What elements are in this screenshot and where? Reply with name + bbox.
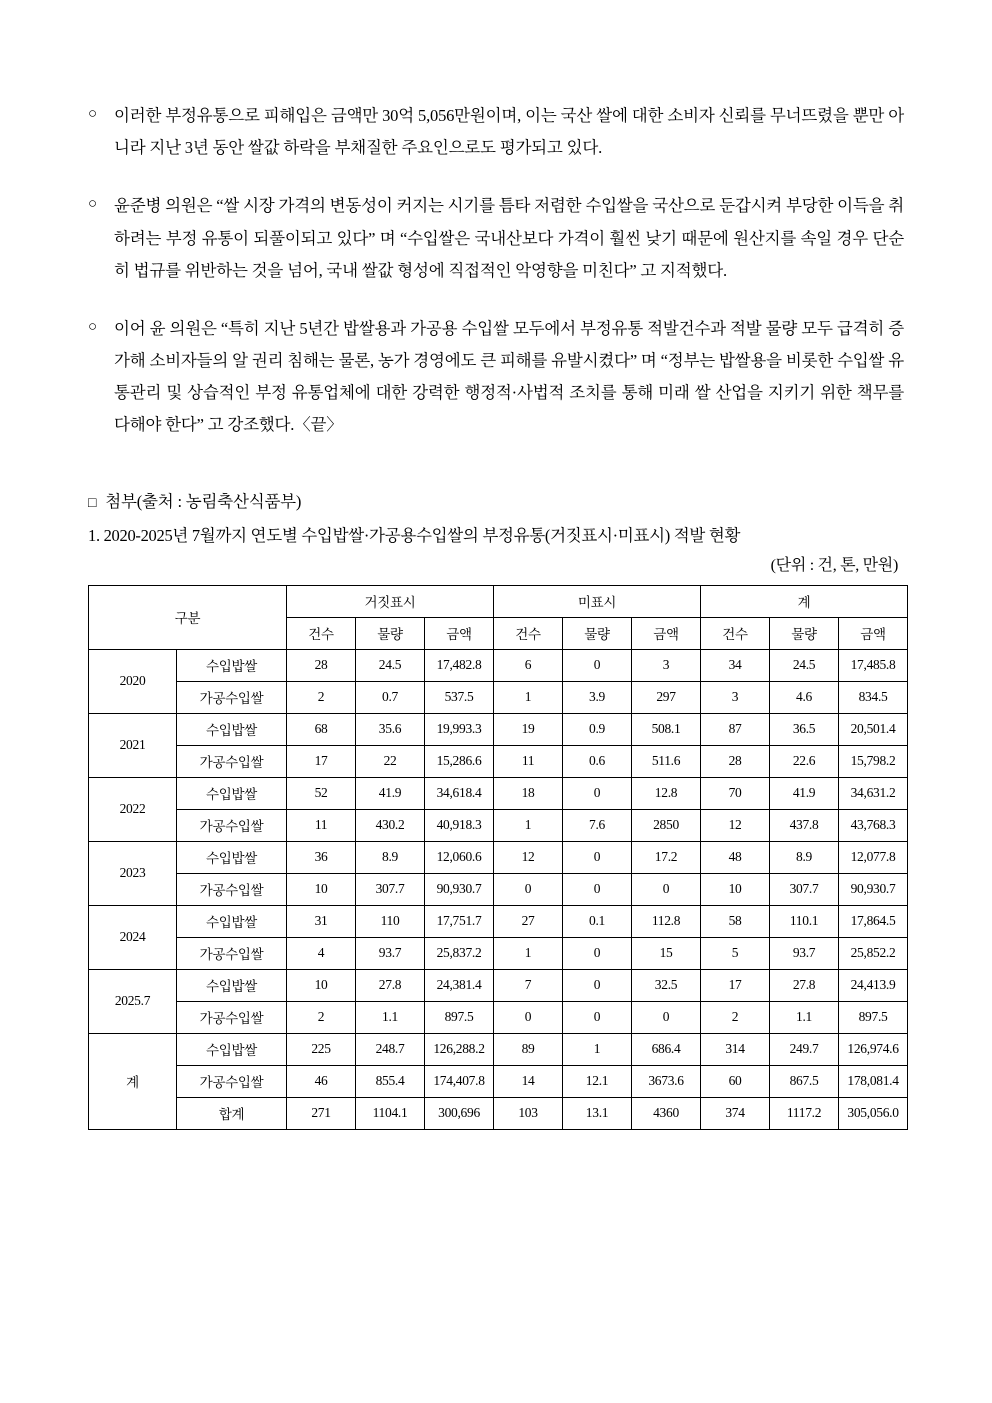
- table-cell: 48: [701, 841, 770, 873]
- table-cell: 93.7: [356, 937, 425, 969]
- table-cell: 5: [701, 937, 770, 969]
- table-cell: 10: [287, 969, 356, 1001]
- table-cell: 0.7: [356, 681, 425, 713]
- header-sub-volume: 물량: [356, 617, 425, 649]
- row-type-label: 수입밥쌀: [177, 649, 287, 681]
- row-year-label: 2023: [89, 841, 177, 905]
- header-group-total: 계: [701, 585, 908, 617]
- table-cell: 126,974.6: [839, 1033, 908, 1065]
- table-cell: 12,060.6: [425, 841, 494, 873]
- table-cell: 2: [701, 1001, 770, 1033]
- row-type-label: 가공수입쌀: [177, 937, 287, 969]
- table-cell: 126,288.2: [425, 1033, 494, 1065]
- paragraph-text: 이어 윤 의원은 “특히 지난 5년간 밥쌀용과 가공용 수입쌀 모두에서 부정유통 적발건수과 적발 물량 모두 급격히 증가해 소비자들의 알 권리 침해는 물론, 농가 경영에도 큰 피해를 유발시켰다” 며 “정부는 밥쌀용을 비롯한 수입쌀 유통관리 및 상습적인 부정 유통업체에 대한 강력한 행정적·사법적 조치를 통해 미래 쌀 산업을 지키기 위한 책무를 다해야 한다” 고 강조했다.〈끝〉: [114, 318, 904, 435]
- table-cell: 855.4: [356, 1065, 425, 1097]
- table-cell: 25,837.2: [425, 937, 494, 969]
- row-type-label: 가공수입쌀: [177, 809, 287, 841]
- table-cell: 314: [701, 1033, 770, 1065]
- header-sub-volume: 물량: [563, 617, 632, 649]
- table-cell: 41.9: [770, 777, 839, 809]
- table-row: [89, 777, 908, 809]
- table-cell: 43,768.3: [839, 809, 908, 841]
- row-year-label: 2021: [89, 713, 177, 777]
- table-cell: 1117.2: [770, 1097, 839, 1129]
- table-cell: 20,501.4: [839, 713, 908, 745]
- row-year-label: 2024: [89, 905, 177, 969]
- table-cell: 0: [632, 1001, 701, 1033]
- table-cell: 307.7: [356, 873, 425, 905]
- table-cell: 18: [494, 777, 563, 809]
- table-cell: 14: [494, 1065, 563, 1097]
- detection-status-table: [88, 585, 908, 1130]
- table-cell: 0: [563, 649, 632, 681]
- table-cell: 897.5: [839, 1001, 908, 1033]
- row-type-label: 수입밥쌀: [177, 969, 287, 1001]
- table-cell: 15: [632, 937, 701, 969]
- table-cell: 0: [494, 1001, 563, 1033]
- row-type-label: 합계: [177, 1097, 287, 1129]
- table-row: [89, 809, 908, 841]
- table-row: [89, 745, 908, 777]
- table-cell: 897.5: [425, 1001, 494, 1033]
- header-sub-amount: 금액: [632, 617, 701, 649]
- table-cell: 307.7: [770, 873, 839, 905]
- table-cell: 2: [287, 681, 356, 713]
- table-cell: 15,286.6: [425, 745, 494, 777]
- table-cell: 17,482.8: [425, 649, 494, 681]
- table-cell: 0: [563, 937, 632, 969]
- table-cell: 27: [494, 905, 563, 937]
- table-cell: 867.5: [770, 1065, 839, 1097]
- table-cell: 12: [701, 809, 770, 841]
- table-cell: 110: [356, 905, 425, 937]
- row-type-label: 수입밥쌀: [177, 1033, 287, 1065]
- table-cell: 25,852.2: [839, 937, 908, 969]
- table-cell: 17: [287, 745, 356, 777]
- table-cell: 52: [287, 777, 356, 809]
- header-sub-amount: 금액: [425, 617, 494, 649]
- table-cell: 112.8: [632, 905, 701, 937]
- table-cell: 3.9: [563, 681, 632, 713]
- bullet-marker: ○: [88, 318, 97, 335]
- table-cell: 27.8: [356, 969, 425, 1001]
- table-header-row-groups: [89, 585, 908, 617]
- table-cell: 11: [494, 745, 563, 777]
- table-cell: 103: [494, 1097, 563, 1129]
- row-year-label: 2020: [89, 649, 177, 713]
- table-row: [89, 937, 908, 969]
- table-cell: 2850: [632, 809, 701, 841]
- bullet-marker: ○: [88, 106, 97, 122]
- table-cell: 297: [632, 681, 701, 713]
- table-cell: 12.8: [632, 777, 701, 809]
- table-cell: 17.2: [632, 841, 701, 873]
- table-cell: 4.6: [770, 681, 839, 713]
- header-sub-amount: 금액: [839, 617, 908, 649]
- table-cell: 36.5: [770, 713, 839, 745]
- table-unit-note: (단위 : 건, 톤, 만원): [770, 556, 898, 574]
- attachment-list-item: 1. 2020-2025년 7월까지 연도별 수입밥쌀·가공용수입쌀의 부정유통(거짓표시·미표시) 적발 현황: [88, 525, 741, 545]
- table-cell: 0: [563, 777, 632, 809]
- table-cell: 40,918.3: [425, 809, 494, 841]
- table-cell: 10: [701, 873, 770, 905]
- table-cell: 248.7: [356, 1033, 425, 1065]
- table-cell: 8.9: [770, 841, 839, 873]
- table-cell: 10: [287, 873, 356, 905]
- table-cell: 17,864.5: [839, 905, 908, 937]
- table-cell: 3673.6: [632, 1065, 701, 1097]
- table-cell: 7.6: [563, 809, 632, 841]
- table-cell: 34: [701, 649, 770, 681]
- table-row: [89, 873, 908, 905]
- table-cell: 537.5: [425, 681, 494, 713]
- table-cell: 0: [563, 841, 632, 873]
- table-cell: 13.1: [563, 1097, 632, 1129]
- table-cell: 11: [287, 809, 356, 841]
- table-cell: 24.5: [770, 649, 839, 681]
- table-cell: 1: [494, 681, 563, 713]
- table-cell: 68: [287, 713, 356, 745]
- table-row: [89, 649, 908, 681]
- table-cell: 0: [563, 1001, 632, 1033]
- row-type-label: 수입밥쌀: [177, 713, 287, 745]
- table-cell: 89: [494, 1033, 563, 1065]
- table-cell: 6: [494, 649, 563, 681]
- table-cell: 686.4: [632, 1033, 701, 1065]
- table-cell: 0.1: [563, 905, 632, 937]
- table-cell: 110.1: [770, 905, 839, 937]
- table-cell: 1: [563, 1033, 632, 1065]
- table-cell: 174,407.8: [425, 1065, 494, 1097]
- table-cell: 1: [494, 937, 563, 969]
- row-year-label: 2025.7: [89, 969, 177, 1033]
- table-row: [89, 713, 908, 745]
- table-cell: 0.9: [563, 713, 632, 745]
- table-cell: 17,751.7: [425, 905, 494, 937]
- row-type-label: 가공수입쌀: [177, 1001, 287, 1033]
- table-cell: 24.5: [356, 649, 425, 681]
- table-cell: 27.8: [770, 969, 839, 1001]
- table-row: [89, 969, 908, 1001]
- table-cell: 22.6: [770, 745, 839, 777]
- header-sub-count: 건수: [494, 617, 563, 649]
- table-cell: 0: [563, 873, 632, 905]
- table-cell: 87: [701, 713, 770, 745]
- table-cell: 2: [287, 1001, 356, 1033]
- attachment-title: 첨부(출처 : 농림축산식품부): [105, 491, 302, 511]
- table-cell: 24,413.9: [839, 969, 908, 1001]
- table-cell: 12,077.8: [839, 841, 908, 873]
- table-cell: 12: [494, 841, 563, 873]
- table-cell: 1.1: [770, 1001, 839, 1033]
- table-cell: 437.8: [770, 809, 839, 841]
- table-cell: 41.9: [356, 777, 425, 809]
- header-group-no-label: 미표시: [494, 585, 701, 617]
- row-type-label: 가공수입쌀: [177, 745, 287, 777]
- table-cell: 834.5: [839, 681, 908, 713]
- table-cell: 15,798.2: [839, 745, 908, 777]
- row-type-label: 가공수입쌀: [177, 873, 287, 905]
- table-row: [89, 841, 908, 873]
- table-cell: 32.5: [632, 969, 701, 1001]
- table-cell: 34,631.2: [839, 777, 908, 809]
- table-cell: 35.6: [356, 713, 425, 745]
- table-cell: 3: [632, 649, 701, 681]
- table-cell: 1.1: [356, 1001, 425, 1033]
- table-row: [89, 1065, 908, 1097]
- table-cell: 249.7: [770, 1033, 839, 1065]
- table-cell: 3: [701, 681, 770, 713]
- table-cell: 300,696: [425, 1097, 494, 1129]
- row-type-label: 가공수입쌀: [177, 1065, 287, 1097]
- paragraph-1: [88, 100, 904, 164]
- row-year-label: 계: [89, 1033, 177, 1129]
- table-cell: 19,993.3: [425, 713, 494, 745]
- table-cell: 19: [494, 713, 563, 745]
- table-row: [89, 905, 908, 937]
- header-sub-volume: 물량: [770, 617, 839, 649]
- header-sub-count: 건수: [287, 617, 356, 649]
- table-row: [89, 1033, 908, 1065]
- attachment-heading: [88, 488, 904, 512]
- table-cell: 12.1: [563, 1065, 632, 1097]
- table-cell: 22: [356, 745, 425, 777]
- square-marker: □: [88, 495, 97, 511]
- table-cell: 178,081.4: [839, 1065, 908, 1097]
- table-cell: 0: [494, 873, 563, 905]
- table-cell: 17,485.8: [839, 649, 908, 681]
- paragraph-text: 이러한 부정유통으로 피해입은 금액만 30억 5,056만원이며, 이는 국산 쌀에 대한 소비자 신뢰를 무너뜨렸을 뿐만 아니라 지난 3년 동안 쌀값 하락을 부채질한 주요인으로도 평가되고 있다.: [114, 106, 904, 158]
- table-row: [89, 1001, 908, 1033]
- paragraph-2: [88, 190, 904, 287]
- table-cell: 1104.1: [356, 1097, 425, 1129]
- row-type-label: 가공수입쌀: [177, 681, 287, 713]
- table-cell: 31: [287, 905, 356, 937]
- table-cell: 90,930.7: [425, 873, 494, 905]
- bullet-marker: ○: [88, 196, 97, 213]
- table-cell: 508.1: [632, 713, 701, 745]
- table-cell: 0.6: [563, 745, 632, 777]
- table-cell: 1: [494, 809, 563, 841]
- table-cell: 0: [632, 873, 701, 905]
- table-cell: 90,930.7: [839, 873, 908, 905]
- header-group-false-label: 거짓표시: [287, 585, 494, 617]
- table-cell: 24,381.4: [425, 969, 494, 1001]
- table-cell: 93.7: [770, 937, 839, 969]
- table-cell: 305,056.0: [839, 1097, 908, 1129]
- table-cell: 374: [701, 1097, 770, 1129]
- table-cell: 28: [701, 745, 770, 777]
- table-cell: 28: [287, 649, 356, 681]
- row-type-label: 수입밥쌀: [177, 841, 287, 873]
- table-cell: 271: [287, 1097, 356, 1129]
- table-cell: 225: [287, 1033, 356, 1065]
- row-type-label: 수입밥쌀: [177, 905, 287, 937]
- row-type-label: 수입밥쌀: [177, 777, 287, 809]
- table-cell: 7: [494, 969, 563, 1001]
- paragraph-text: 윤준병 의원은 “쌀 시장 가격의 변동성이 커지는 시기를 틈타 저렴한 수입쌀을 국산으로 둔갑시켜 부당한 이득을 취하려는 부정 유통이 되풀이되고 있다” 며 “수입쌀은 국내산보다 가격이 훨씬 낮기 때문에 원산지를 속일 경우 단순히 법규를 위반하는 것을 넘어, 국내 쌀값 형성에 직접적인 악영향을 미친다” 고 지적했다.: [114, 196, 904, 280]
- table-cell: 46: [287, 1065, 356, 1097]
- header-sub-count: 건수: [701, 617, 770, 649]
- table-cell: 511.6: [632, 745, 701, 777]
- header-category: 구분: [89, 585, 287, 649]
- table-cell: 34,618.4: [425, 777, 494, 809]
- table-cell: 17: [701, 969, 770, 1001]
- table-cell: 36: [287, 841, 356, 873]
- table-cell: 4360: [632, 1097, 701, 1129]
- table-body: [89, 649, 908, 1129]
- table-row: [89, 1097, 908, 1129]
- table-cell: 70: [701, 777, 770, 809]
- table-cell: 8.9: [356, 841, 425, 873]
- table-cell: 4: [287, 937, 356, 969]
- table-cell: 0: [563, 969, 632, 1001]
- row-year-label: 2022: [89, 777, 177, 841]
- table-cell: 430.2: [356, 809, 425, 841]
- table-cell: 60: [701, 1065, 770, 1097]
- paragraph-3: [88, 313, 904, 442]
- table-cell: 58: [701, 905, 770, 937]
- table-row: [89, 681, 908, 713]
- table-head: [89, 585, 908, 649]
